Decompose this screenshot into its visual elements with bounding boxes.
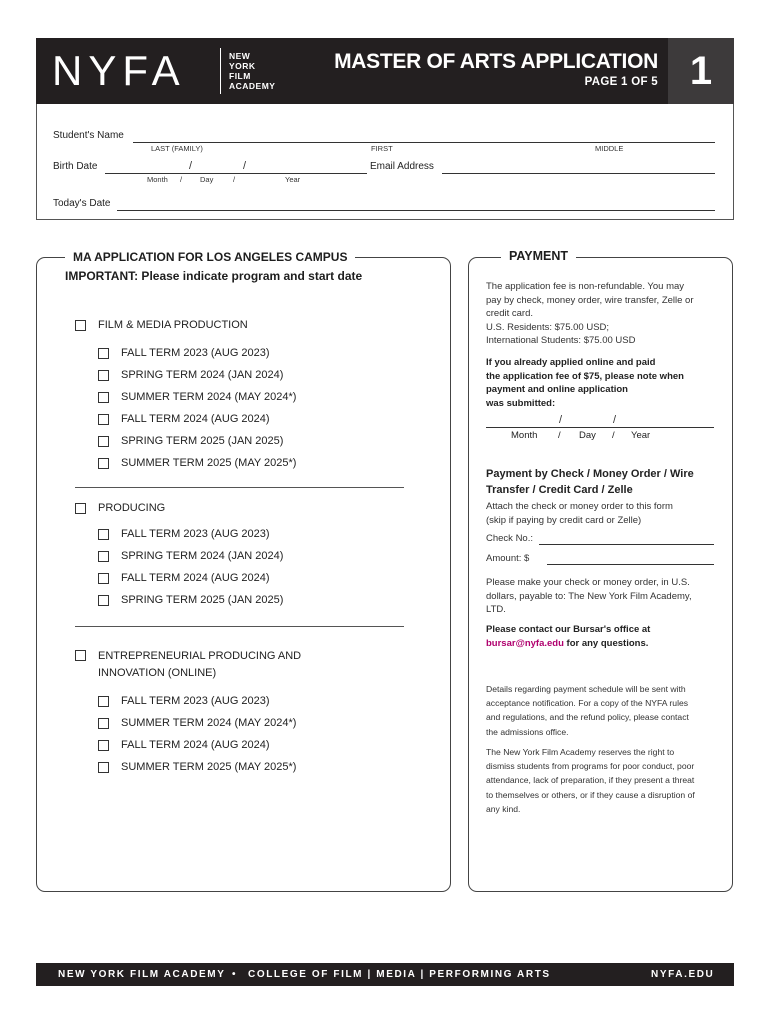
todays-date-label: Today's Date: [53, 198, 111, 209]
program-entrepreneurial-producing[interactable]: [75, 648, 301, 682]
check-heading-line: Payment by Check / Money Order / Wire: [486, 468, 694, 480]
submission-year-caption: Year: [631, 430, 651, 441]
last-name-caption: LAST (FAMILY): [151, 144, 203, 153]
application-panel: [36, 250, 451, 892]
term-option[interactable]: [98, 594, 283, 606]
term-checkbox[interactable]: [98, 573, 109, 584]
term-checkbox[interactable]: [98, 718, 109, 729]
fee-info: [486, 280, 694, 348]
term-option[interactable]: [98, 369, 283, 381]
check-number-label: Check No.:: [486, 533, 533, 544]
program-label: [98, 648, 301, 682]
contact-line: [486, 637, 650, 651]
birth-day-caption: Day: [200, 175, 214, 184]
date-slash: /: [180, 175, 183, 184]
term-checkbox[interactable]: [98, 529, 109, 540]
reserve-line: any kind.: [486, 803, 521, 814]
submission-month-caption: Month: [511, 430, 538, 441]
term-label: FALL TERM 2023 (AUG 2023): [121, 528, 270, 540]
bursar-contact: [486, 623, 650, 650]
reserve-line: dismiss students from programs for poor conduct, poor: [486, 761, 695, 772]
term-label: SUMMER TERM 2024 (MAY 2024*): [121, 391, 297, 403]
term-label: FALL TERM 2023 (AUG 2023): [121, 347, 270, 359]
details-line: the admissions office.: [486, 726, 569, 737]
term-label: SPRING TERM 2025 (JAN 2025): [121, 435, 284, 447]
term-label: SPRING TERM 2025 (JAN 2025): [121, 594, 284, 606]
term-option[interactable]: [98, 413, 270, 425]
fee-line: International Students: $75.00 USD: [486, 335, 636, 346]
term-label: FALL TERM 2024 (AUG 2024): [121, 413, 270, 425]
program-checkbox[interactable]: [75, 320, 86, 331]
fee-line: credit card.: [486, 308, 533, 319]
important-note: IMPORTANT: Please indicate program and start date: [65, 269, 363, 283]
nyfa-logo: NYFA: [52, 47, 186, 94]
footer-website[interactable]: NYFA.EDU: [651, 969, 715, 980]
program-label: PRODUCING: [98, 502, 166, 514]
term-option[interactable]: [98, 695, 270, 707]
online-line: was submitted:: [486, 397, 556, 409]
term-checkbox[interactable]: [98, 370, 109, 381]
contact-line: Please contact our Bursar's office at: [486, 624, 651, 635]
student-name-field[interactable]: [133, 142, 715, 143]
student-name-label: Student's Name: [53, 130, 124, 141]
online-line: the application fee of $75, please note when: [486, 370, 684, 382]
birth-date-label: Birth Date: [53, 161, 98, 172]
payable-line: LTD.: [486, 604, 506, 615]
term-checkbox[interactable]: [98, 348, 109, 359]
term-option[interactable]: [98, 739, 270, 751]
submission-date-field[interactable]: [486, 427, 714, 428]
logo-word: NEW: [229, 51, 251, 61]
middle-name-caption: MIDDLE: [595, 144, 624, 153]
date-slash: /: [612, 430, 615, 441]
contact-rest: for any questions.: [563, 637, 649, 649]
date-slash: /: [613, 414, 617, 426]
form-title: MASTER OF ARTS APPLICATION: [334, 50, 658, 73]
fee-line: U.S. Residents: $75.00 USD;: [486, 321, 610, 333]
dismissal-policy: [486, 745, 721, 816]
details-line: and regulations, and the refund policy, please contact: [486, 712, 689, 723]
date-slash: /: [233, 175, 236, 184]
footer-academy-name: NEW YORK FILM ACADEMY: [58, 969, 226, 980]
section-divider: [75, 487, 404, 488]
email-field[interactable]: [442, 173, 715, 174]
logo-word: FILM: [229, 71, 251, 81]
program-label: FILM & MEDIA PRODUCTION: [98, 319, 248, 331]
attach-line: Attach the check or money order to this form: [486, 501, 673, 512]
fee-line: The application fee is non-refundable. You may: [486, 281, 685, 292]
reserve-line: attendance, lack of preparation, if they present a threat: [486, 775, 695, 786]
payable-line: Please make your check or money order, in U.S.: [486, 577, 690, 588]
program-label-line: INNOVATION (ONLINE): [98, 667, 217, 679]
term-checkbox[interactable]: [98, 392, 109, 403]
term-checkbox[interactable]: [98, 595, 109, 606]
term-checkbox[interactable]: [98, 696, 109, 707]
application-heading: MA APPLICATION FOR LOS ANGELES CAMPUS: [65, 250, 355, 264]
details-line: acceptance notification. For a copy of the NYFA rules: [486, 698, 689, 709]
payment-schedule-details: [486, 682, 721, 739]
term-option[interactable]: [98, 435, 283, 447]
logo-words: [229, 51, 275, 91]
reserve-line: The New York Film Academy reserves the right to: [486, 747, 675, 757]
birth-month-caption: Month: [147, 175, 168, 184]
date-slash: /: [243, 160, 247, 172]
reserve-line: to themselves or others, or if they cause a disruption of: [486, 789, 695, 800]
details-line: Details regarding payment schedule will be sent with: [486, 684, 686, 694]
check-number-field[interactable]: [539, 544, 714, 545]
term-label: FALL TERM 2024 (AUG 2024): [121, 572, 270, 584]
todays-date-field[interactable]: [117, 210, 715, 211]
logo-word: YORK: [229, 61, 256, 71]
term-checkbox[interactable]: [98, 762, 109, 773]
term-label: FALL TERM 2023 (AUG 2023): [121, 695, 270, 707]
payment-heading: PAYMENT: [501, 249, 576, 263]
submission-day-caption: Day: [579, 430, 596, 441]
term-label: SUMMER TERM 2025 (MAY 2025*): [121, 761, 297, 773]
payable-line: dollars, payable to: The New York Film Academy,: [486, 590, 692, 602]
term-option[interactable]: [98, 717, 296, 729]
birth-year-caption: Year: [285, 175, 301, 184]
first-name-caption: FIRST: [371, 144, 393, 153]
date-slash: /: [559, 414, 563, 426]
online-line: If you already applied online and paid: [486, 357, 656, 368]
online-line: payment and online application: [486, 384, 628, 395]
term-option[interactable]: [98, 550, 283, 562]
email-label: Email Address: [370, 161, 434, 172]
footer-tagline: COLLEGE OF FILM | MEDIA | PERFORMING ARTS: [248, 969, 551, 980]
amount-field[interactable]: [547, 564, 714, 565]
term-label: SPRING TERM 2024 (JAN 2024): [121, 550, 284, 562]
term-checkbox[interactable]: [98, 436, 109, 447]
term-checkbox[interactable]: [98, 458, 109, 469]
attach-instructions: [486, 500, 673, 527]
student-info-section: [36, 104, 734, 220]
bursar-email-link[interactable]: bursar@nyfa.edu: [486, 637, 564, 649]
term-option[interactable]: [98, 457, 296, 469]
header-bar: [36, 38, 734, 104]
term-checkbox[interactable]: [98, 551, 109, 562]
term-checkbox[interactable]: [98, 740, 109, 751]
section-divider: [75, 626, 404, 627]
term-option[interactable]: [98, 347, 270, 359]
program-label-line: ENTREPRENEURIAL PRODUCING AND: [98, 650, 302, 662]
check-payment-heading: [486, 467, 694, 498]
footer-bullet: •: [232, 969, 238, 980]
term-checkbox[interactable]: [98, 414, 109, 425]
term-option[interactable]: [98, 528, 270, 540]
term-label: SUMMER TERM 2024 (MAY 2024*): [121, 717, 297, 729]
payment-panel: [468, 249, 733, 892]
payable-instructions: [486, 576, 692, 617]
term-option[interactable]: [98, 572, 270, 584]
logo-word: ACADEMY: [229, 81, 276, 91]
date-slash: /: [189, 160, 193, 172]
check-heading-line: Transfer / Credit Card / Zelle: [486, 483, 633, 496]
program-producing[interactable]: [75, 502, 165, 514]
program-checkbox[interactable]: [75, 650, 86, 661]
attach-line: (skip if paying by credit card or Zelle): [486, 514, 642, 526]
logo-divider: [220, 48, 221, 94]
amount-label: Amount: $: [486, 553, 530, 564]
page-indicator: PAGE 1 OF 5: [584, 76, 658, 88]
program-checkbox[interactable]: [75, 503, 86, 514]
fee-line: pay by check, money order, wire transfer, Zelle or: [486, 294, 694, 306]
term-option[interactable]: [98, 391, 296, 403]
program-film-media[interactable]: [75, 319, 248, 331]
term-label: SUMMER TERM 2025 (MAY 2025*): [121, 457, 297, 469]
term-label: FALL TERM 2024 (AUG 2024): [121, 739, 270, 751]
birth-date-field[interactable]: [105, 173, 367, 174]
online-payment-note: [486, 356, 684, 410]
term-option[interactable]: [98, 761, 296, 773]
date-slash: /: [558, 430, 561, 441]
footer-bar: [36, 963, 734, 986]
term-label: SPRING TERM 2024 (JAN 2024): [121, 369, 284, 381]
page-number-box: 1: [668, 38, 734, 104]
